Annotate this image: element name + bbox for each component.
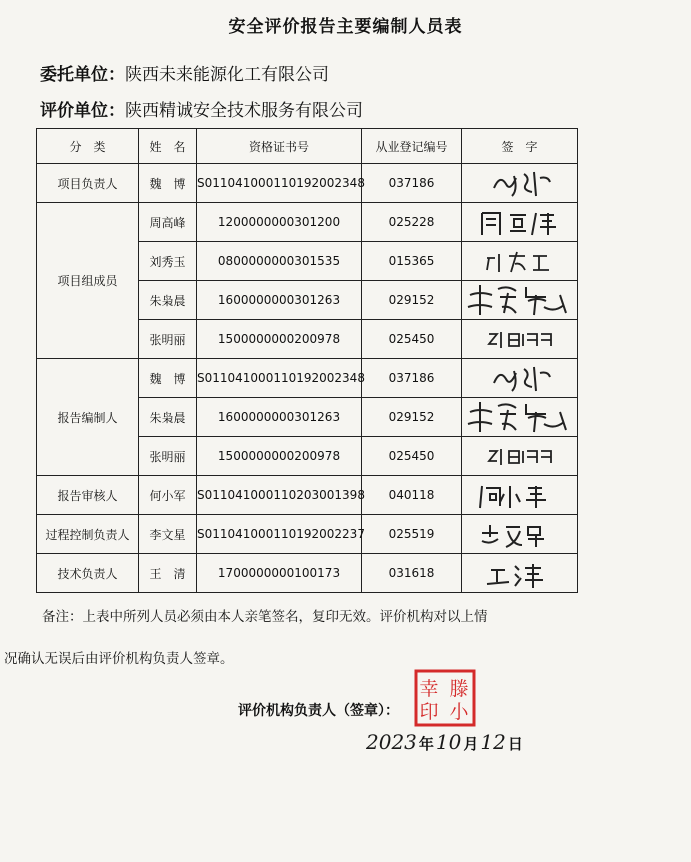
- handwritten-signature-icon: [470, 517, 570, 551]
- signing-date: [366, 730, 523, 754]
- signature-cell: [462, 515, 578, 554]
- cert-cell: 1500000000200978: [197, 320, 362, 359]
- date-month: 10: [435, 730, 462, 754]
- header-category: 分 类: [37, 129, 139, 164]
- signature-cell: [462, 203, 578, 242]
- cert-cell: S011041000110203001398: [197, 476, 362, 515]
- name-cell: 刘秀玉: [139, 242, 197, 281]
- reg-cell: 015365: [362, 242, 462, 281]
- evaluator-unit-label: 评价单位：: [40, 101, 125, 121]
- seal-char: 印: [419, 701, 439, 723]
- header-name: 姓 名: [139, 129, 197, 164]
- table-row: [37, 476, 578, 515]
- evaluator-unit-line: [40, 96, 363, 121]
- signature-cell: [462, 359, 578, 398]
- name-cell: 朱枭晨: [139, 398, 197, 437]
- cert-cell: 0800000000301535: [197, 242, 362, 281]
- name-cell: 朱枭晨: [139, 281, 197, 320]
- remark-line-1: 备注：上表中所列人员必须由本人亲笔签名，复印无效。评价机构对以上情: [42, 609, 488, 625]
- signature-cell: [462, 164, 578, 203]
- signature-cell: [462, 398, 578, 437]
- table-row: [37, 359, 578, 398]
- table-row: [37, 164, 578, 203]
- name-cell: 魏 博: [139, 359, 197, 398]
- handwritten-signature-icon: [480, 361, 560, 395]
- name-cell: 李文星: [139, 515, 197, 554]
- name-cell: 魏 博: [139, 164, 197, 203]
- reg-cell: 037186: [362, 359, 462, 398]
- date-year-suffix: 年: [418, 735, 434, 753]
- category-cell: 项目组成员: [37, 203, 139, 359]
- signature-cell: [462, 554, 578, 593]
- category-cell: 报告审核人: [37, 476, 139, 515]
- reg-cell: 037186: [362, 164, 462, 203]
- handwritten-signature-icon: [470, 478, 570, 512]
- signature-cell: [462, 281, 578, 320]
- name-cell: 何小军: [139, 476, 197, 515]
- handwritten-signature-icon: [470, 205, 570, 239]
- cert-cell: 1600000000301263: [197, 398, 362, 437]
- category-cell: 技术负责人: [37, 554, 139, 593]
- date-month-suffix: 月: [463, 735, 479, 753]
- cert-cell: S011041000110192002237: [197, 515, 362, 554]
- name-cell: 张明丽: [139, 320, 197, 359]
- category-cell: 过程控制负责人: [37, 515, 139, 554]
- date-day-suffix: 日: [507, 735, 523, 753]
- table-header-row: [37, 129, 578, 164]
- reg-cell: 025450: [362, 437, 462, 476]
- name-cell: 王 清: [139, 554, 197, 593]
- cert-cell: 1200000000301200: [197, 203, 362, 242]
- staff-table: [36, 128, 578, 593]
- handwritten-signature-icon: [464, 281, 576, 319]
- reg-cell: 040118: [362, 476, 462, 515]
- client-unit-value: 陕西未来能源化工有限公司: [125, 65, 329, 85]
- category-cell: 项目负责人: [37, 164, 139, 203]
- name-cell: 张明丽: [139, 437, 197, 476]
- handwritten-signature-icon: [464, 398, 576, 436]
- cert-cell: 1700000000100173: [197, 554, 362, 593]
- cert-cell: 1600000000301263: [197, 281, 362, 320]
- reg-cell: 025519: [362, 515, 462, 554]
- cert-cell: 1500000000200978: [197, 437, 362, 476]
- red-seal-stamp-icon: [413, 668, 477, 728]
- header-cert: 资格证书号: [197, 129, 362, 164]
- table-row: [37, 515, 578, 554]
- date-year: 2023: [366, 730, 417, 754]
- seal-char: 小: [449, 701, 469, 723]
- date-day: 12: [480, 730, 506, 754]
- table-row: [37, 554, 578, 593]
- seal-char: 幸: [419, 678, 439, 700]
- signature-cell: [462, 476, 578, 515]
- reg-cell: 025450: [362, 320, 462, 359]
- signature-cell: [462, 437, 578, 476]
- handwritten-signature-icon: [475, 439, 565, 473]
- name-cell: 周高峰: [139, 203, 197, 242]
- header-signature: 签 字: [462, 129, 578, 164]
- responsible-person-label: 评价机构负责人（签章）：: [238, 703, 399, 719]
- cert-cell: S011041000110192002348: [197, 359, 362, 398]
- signature-cell: [462, 242, 578, 281]
- remark-line-2: 况确认无误后由评价机构负责人签章。: [4, 651, 234, 667]
- cert-cell: S011041000110192002348: [197, 164, 362, 203]
- category-cell: 报告编制人: [37, 359, 139, 476]
- handwritten-signature-icon: [475, 244, 565, 278]
- reg-cell: 031618: [362, 554, 462, 593]
- handwritten-signature-icon: [475, 322, 565, 356]
- page-title: 安全评价报告主要编制人员表: [228, 17, 463, 37]
- reg-cell: 029152: [362, 398, 462, 437]
- header-reg: 从业登记编号: [362, 129, 462, 164]
- client-unit-label: 委托单位：: [40, 65, 125, 85]
- handwritten-signature-icon: [480, 166, 560, 200]
- seal-char: 滕: [449, 678, 469, 700]
- evaluator-unit-value: 陕西精诚安全技术服务有限公司: [125, 101, 363, 121]
- handwritten-signature-icon: [475, 556, 565, 590]
- table-row: [37, 203, 578, 242]
- reg-cell: 029152: [362, 281, 462, 320]
- client-unit-line: [40, 60, 329, 85]
- reg-cell: 025228: [362, 203, 462, 242]
- signature-cell: [462, 320, 578, 359]
